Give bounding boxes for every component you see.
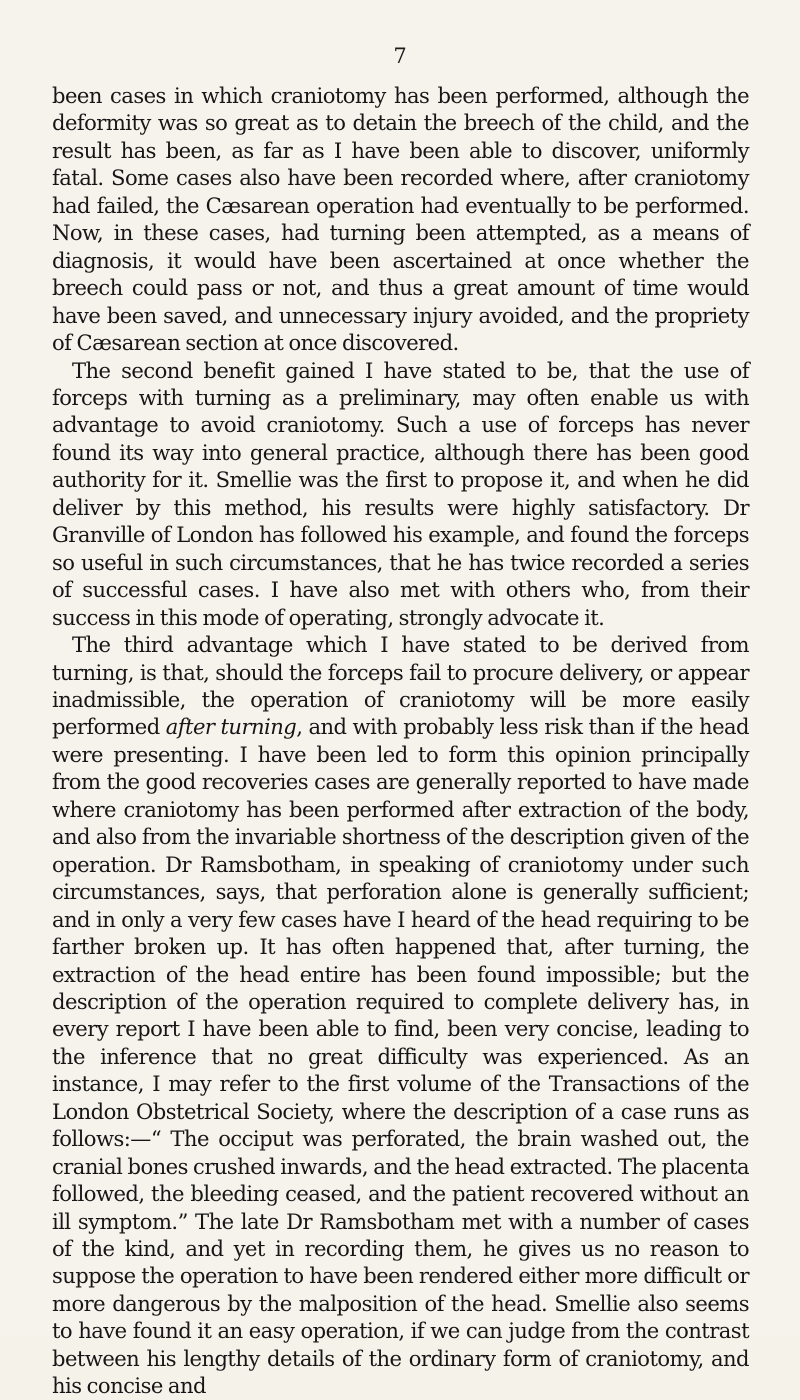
- paragraph-2: The second benefit gained I have stated to be, that the use of forceps with turning as a preliminary, may often enable us with advantage to avoid craniotomy. Such a use of forceps has never found its way into general practice, although there has been good authority for it. Smellie was the first to propose it, and when he did deliver by this method, his results were highly satisfactory. Dr Granville of London has followed his example, and found the forceps so useful in such circumstances, that he has twice recorded a series of successful cases. I have also met with others who, from their success in this mode of operating, strongly advocate it.: [52, 357, 749, 630]
- paragraph-3-emphasis: after turning: [165, 714, 297, 740]
- page-number: 7: [393, 44, 407, 68]
- paragraph-3-text-before: The third advantage which I have stated to be derived from turning, is that, should the forceps fail to procure delivery, or appear inadmissible, the operation of craniotomy will be more easily performed: [52, 632, 749, 740]
- paragraph-3: [52, 631, 749, 1400]
- paragraph-3-text-after: , and with probably less risk than if the head were presenting. I have been led to form this opinion principally from the good recoveries cases are generally reported to have made where craniotomy has been performed after extraction of the body, and also from the invariable shortness of the description given of the operation. Dr Ramsbotham, in speaking of craniotomy under such circumstances, says, that perforation alone is generally sufficient; and in only a very few cases have I heard of the head requiring to be farther broken up. It has often happened that, after turning, the extraction of the head entire has been found impossible; but the description of the operation required to complete delivery has, in every report I have been able to find, been very concise, leading to the inference that no great difficulty was experienced. As an instance, I may refer to the first volume of the Transactions of the London Obstetrical Society, where the description of a case runs as follows:—“ The occiput was perforated, the brain washed out, the cranial bones crushed inwards, and the head extracted. The placenta followed, the bleeding ceased, and the patient recovered without an ill symptom.” The late Dr Ramsbotham met with a number of cases of the kind, and yet in recording them, he gives us no reason to suppose the operation to have been rendered either more difficult or more dangerous by the malposition of the head. Smellie also seems to have found it an easy operation, if we can judge from the contrast between his lengthy details of the ordinary form of craniotomy, and his concise and: [52, 714, 749, 1399]
- paragraph-1: been cases in which craniotomy has been performed, although the deformity was so great as to detain the breech of the child, and the result has been, as far as I have been able to discover, uniformly fatal. Some cases also have been recorded where, after craniotomy had failed, the Cæsarean operation had eventually to be performed. Now, in these cases, had turning been attempted, as a means of diagnosis, it would have been ascertained at once whether the breech could pass or not, and thus a great amount of time would have been saved, and unnecessary injury avoided, and the propriety of Cæsarean section at once discovered.: [52, 83, 749, 356]
- body-text: [52, 82, 749, 1400]
